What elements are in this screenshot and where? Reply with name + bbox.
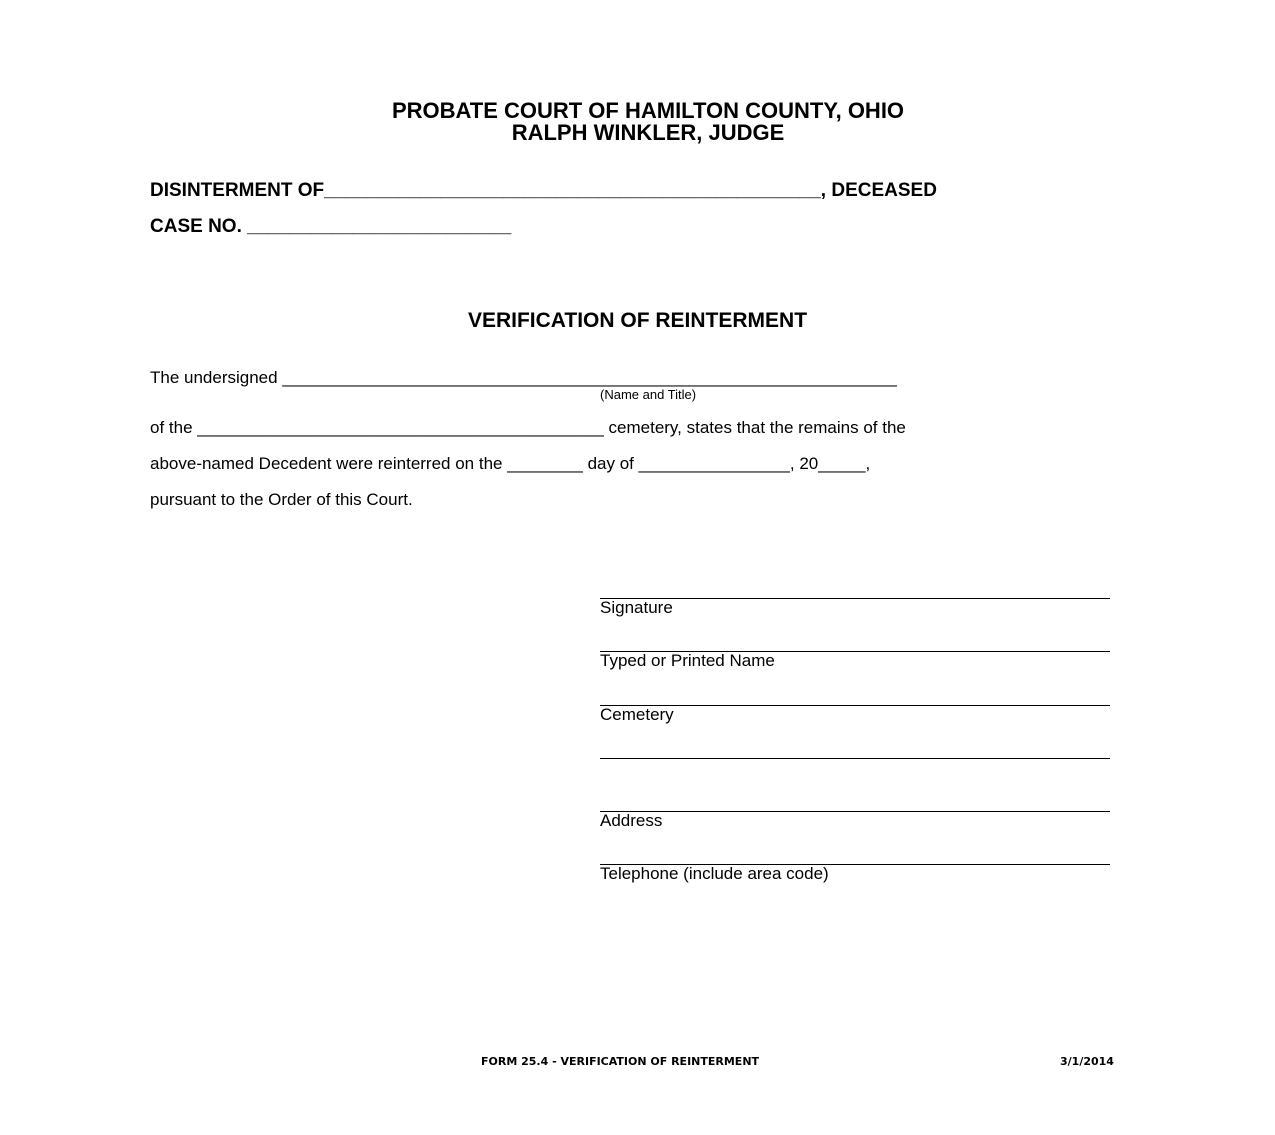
- address-label: Address: [600, 811, 663, 830]
- address-line: [600, 811, 1110, 812]
- form-title: VERIFICATION OF REINTERMENT: [467, 309, 808, 332]
- cemetery-signature-line: [600, 705, 1110, 706]
- undersigned-line: The undersigned _________________________________________________________________: [150, 368, 897, 387]
- cemetery-line: of the ___________________________________________ cemetery, states that the remains of the: [150, 418, 906, 437]
- telephone-label: Telephone (include area code): [600, 864, 829, 883]
- disinterment-of-field: DISINTERMENT OF_______________________________________________, DECEASED: [150, 180, 937, 201]
- case-number-field: CASE NO. _________________________: [150, 216, 512, 237]
- footer-date: 3/1/2014: [1060, 1055, 1114, 1068]
- footer-form-number: FORM 25.4 - VERIFICATION OF REINTERMENT: [481, 1055, 760, 1068]
- court-name: PROBATE COURT OF HAMILTON COUNTY, OHIO: [391, 98, 905, 123]
- signature-line: [600, 598, 1110, 599]
- cemetery-label: Cemetery: [600, 705, 674, 724]
- judge-name: RALPH WINKLER, JUDGE: [511, 120, 785, 145]
- typed-name-label: Typed or Printed Name: [600, 651, 775, 670]
- extra-line: [600, 758, 1110, 759]
- signature-label: Signature: [600, 598, 673, 617]
- name-title-hint: (Name and Title): [600, 387, 697, 402]
- court-order-line: pursuant to the Order of this Court.: [150, 490, 413, 509]
- reinterment-date-line: above-named Decedent were reinterred on the ________ day of ________________, 20_____,: [150, 454, 871, 473]
